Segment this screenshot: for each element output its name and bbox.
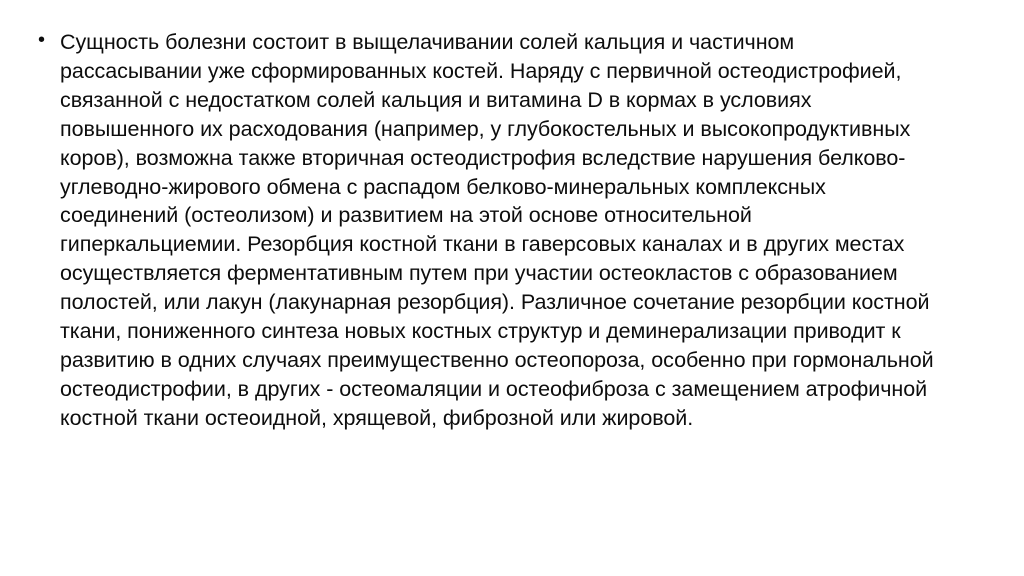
bullet-list (34, 28, 934, 433)
slide-content-block (34, 28, 934, 443)
bullet-text: Сущность болезни состоит в выщелачивании солей кальция и частичном рассасывании уже сформированных костей. Наряду с первичной остеодистрофией, связанной с недостатком солей кальция и витамина D в кормах в условиях повышенного их расходования (например, у глубокостельных и высокопродуктивных коров), возможна также вторичная остеодистрофия вследствие нарушения белково-углеводно-жирового обмена с распадом белково-минеральных комплексных соединений (остеолизом) и развитием на этой основе относительной гиперкальциемии. Резорбция костной ткани в гаверсовых каналах и в других местах осуществляется ферментативным путем при участии остеокластов с образованием полостей, или лакун (лакунарная резорбция). Различное сочетание резорбции костной ткани, пониженного синтеза новых костных структур и деминерализации приводит к развитию в одних случаях преимущественно остеопороза, особенно при гормональной остеодистрофии, в других - остеомаляции и остеофиброза с замещением атрофичной костной ткани остеоидной, хрящевой, фиброзной или жировой. (60, 30, 934, 430)
list-item (34, 28, 934, 433)
